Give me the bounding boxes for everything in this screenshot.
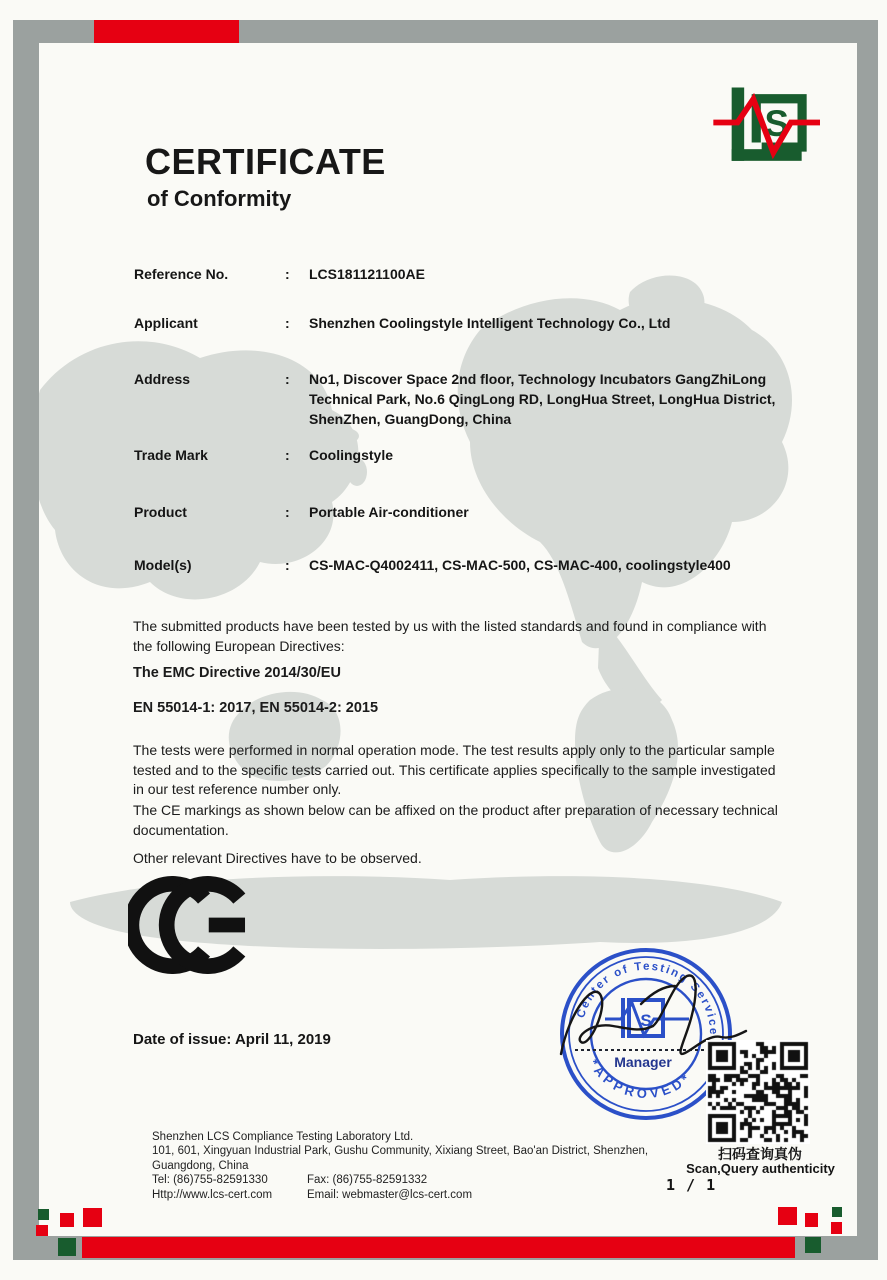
stamp-logo-letter: S [640,1011,652,1030]
field-colon: : [285,266,290,282]
field-colon: : [285,315,290,331]
footer-fax: Fax: (86)755-82591332 [307,1174,428,1187]
deco-square [805,1213,818,1227]
paragraph-ce-note: The CE markings as shown below can be affixed on the product after preparation of necessary technical documentation. [133,802,778,838]
field-colon: : [285,447,290,463]
footer [152,1130,648,1202]
qr-caption-en: Scan,Query authenticity [686,1161,835,1176]
footer-email: Email: webmaster@lcs-cert.com [307,1188,473,1201]
field-value: LCS181121100AE [309,266,425,282]
footer-web: Http://www.lcs-cert.com [152,1188,273,1201]
field-value: Coolingstyle [309,447,394,463]
stamp-top-text: Center of Testing Service [575,960,720,1037]
lcs-logo-icon [700,70,850,175]
footer-address-line2: Guangdong, China [152,1159,249,1172]
field-row-trademark [134,446,801,466]
field-label: Address [134,371,191,387]
paragraph-intro: The submitted products have been tested by us with the listed standards and found in compliance with the following European Directives: [133,618,767,654]
field-row-models [134,556,801,576]
field-row-address [134,370,801,430]
field-label: Model(s) [134,557,192,573]
deco-square [60,1213,74,1227]
qr-caption-zh: 扫码查询真伪 [718,1146,802,1162]
field-label: Product [134,504,187,520]
stamp-logo-icon [605,998,689,1038]
deco-square [58,1238,76,1256]
field-row-reference [134,265,801,285]
logo-letter: S [764,102,789,144]
date-of-issue: Date of issue: April 11, 2019 [133,1031,331,1048]
page-subtitle: of Conformity [147,186,292,211]
footer-company: Shenzhen LCS Compliance Testing Laboratory Ltd. [152,1131,414,1143]
field-label: Reference No. [134,266,229,282]
stamp-bottom-text: *APPROVED* [586,1056,696,1102]
field-colon: : [285,557,290,573]
field-colon: : [285,504,290,520]
page-number: 1 / 1 [666,1176,717,1194]
page-title: CERTIFICATE [145,141,386,182]
field-colon: : [285,371,290,387]
ce-mark-icon [128,876,266,974]
footer-tel: Tel: (86)755-82591330 [152,1174,268,1187]
field-value: Portable Air-conditioner [309,504,469,520]
paragraph-tests: The tests were performed in normal operation mode. The test results apply only to the particular sample tested and to the specific tests carried out. This certificate applies specifically to the sample investigated in our test reference number only. [133,742,776,798]
field-row-applicant [134,314,801,334]
deco-square [778,1207,797,1225]
deco-square [83,1208,102,1227]
deco-square [805,1237,821,1253]
deco-square [36,1225,48,1236]
field-row-product [134,503,801,523]
stamp-role: Manager [614,1054,672,1070]
field-value: No1, Discover Space 2nd floor, Technology Incubators GangZhiLong Technical Park, No.6 QingLong RD, LongHua Street, LongHua District, ShenZhen, GuangDong, China [309,371,776,427]
field-label: Trade Mark [134,447,208,463]
paragraph-directive: The EMC Directive 2014/30/EU [133,665,341,681]
deco-square [832,1207,842,1217]
paragraph-standards: EN 55014-1: 2017, EN 55014-2: 2015 [133,700,379,716]
field-value: CS-MAC-Q4002411, CS-MAC-500, CS-MAC-400, coolingstyle400 [309,557,731,573]
field-value: Shenzhen Coolingstyle Intelligent Technology Co., Ltd [309,315,671,331]
paragraph-other: Other relevant Directives have to be observed. [133,850,422,866]
deco-square [38,1209,49,1220]
field-label: Applicant [134,315,198,331]
qr-code [706,1040,810,1144]
deco-square [831,1222,842,1234]
footer-address-line1: 101, 601, Xingyuan Industrial Park, Gushu Community, Xixiang Street, Bao'an District, Shenzhen, [152,1145,649,1158]
